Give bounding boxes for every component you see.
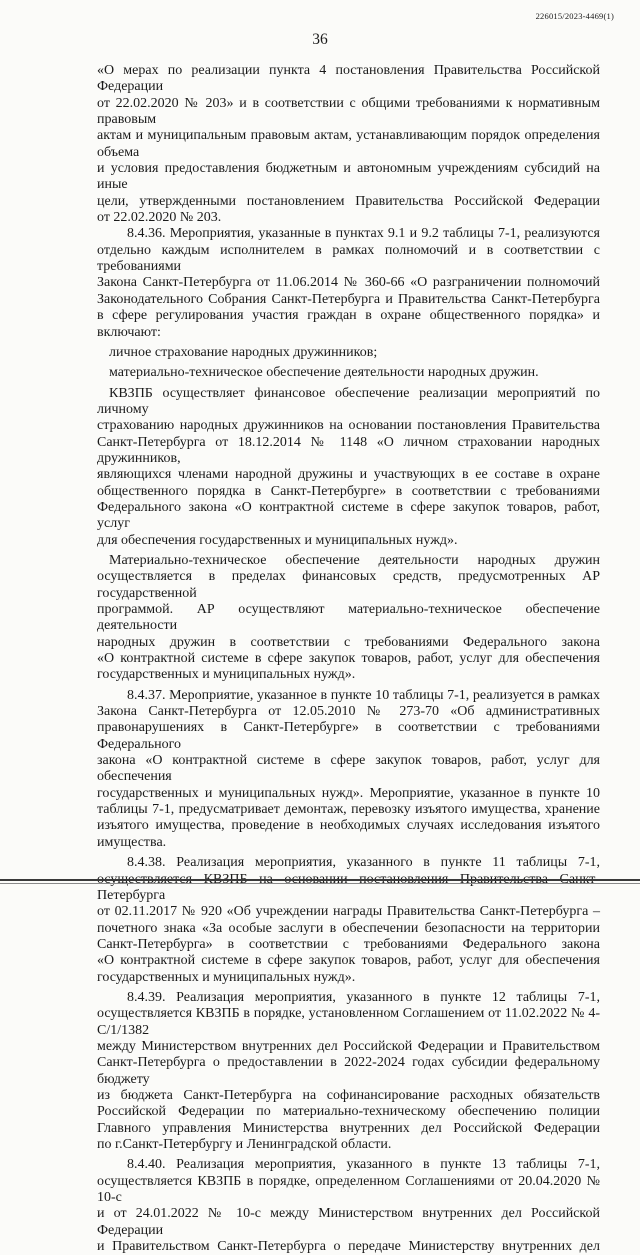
text-line: осуществляется в пределах финансовых средств, предусмотренных АР государственной [97, 569, 600, 601]
text-line: «О контрактной системе в сфере закупок товаров, работ, услуг для обеспечения [97, 651, 600, 667]
text-line: «О мерах по реализации пункта 4 постановления Правительства Российской Федерации [97, 63, 600, 95]
text-line: таблицы 7-1, предусматривает демонтаж, перевозку изъятого имущества, хранение [97, 802, 600, 818]
scan-edge-line [0, 879, 640, 881]
text-line: отдельно каждым исполнителем в рамках полномочий и в соответствии с требованиями [97, 242, 600, 275]
text-line: осуществляется КВЗПБ в порядке, определенном Соглашениями от 20.04.2020 № 10-с [97, 1173, 600, 1206]
text-line: Законодательного Собрания Санкт-Петербурга и Правительства Санкт-Петербурга [97, 291, 600, 307]
document-registration-number: 226015/2023-4469(1) [535, 11, 614, 21]
text-line: общественного порядка в Санкт-Петербурге» в соответствии с требованиями [97, 483, 600, 499]
text-line: и от 24.01.2022 № 10-с между Министерством внутренних дел Российской Федерации [97, 1206, 600, 1238]
text-line: Главного управления Министерства внутренних дел Российской Федерации [97, 1120, 600, 1136]
list-item: материально-техническое обеспечение деятельности народных дружин. [109, 365, 539, 381]
text-line: страхованию народных дружинников на основании постановления Правительства [97, 418, 600, 434]
text-line: почетного знака «За особые заслуги в обеспечении безопасности на территории [97, 920, 600, 936]
text-line: Санкт-Петербурга» в соответствии с требованиями Федерального закона [97, 936, 600, 952]
text-line: осуществляется КВЗПБ в порядке, установленном Соглашением от 11.02.2022 № 4-С/1/1382 [97, 1006, 600, 1038]
text-line: государственных и муниципальных нужд». [97, 667, 356, 683]
text-line: от 22.02.2020 № 203» и в соответствии с общими требованиями к нормативным правовым [97, 95, 600, 128]
text-line: Федерального закона «О контрактной системе в сфере закупок товаров, работ, услуг [97, 499, 600, 532]
text-line: в сфере регулирования участия граждан в охране общественного порядка» и включают: [97, 308, 600, 340]
text-line: и условия предоставления бюджетным и автономным учреждениям субсидий на иные [97, 161, 600, 193]
text-line: цели, утвержденными постановлением Правительства Российской Федерации [97, 193, 600, 209]
text-line: от 22.02.2020 № 203. [97, 210, 222, 226]
text-line: по г.Санкт-Петербургу и Ленинградской области. [97, 1137, 392, 1152]
paragraph-8-4-37-start: 8.4.37. Мероприятие, указанное в пункте 10 таблицы 7-1, реализуется в рамках [127, 687, 600, 703]
text-line: программой. АР осуществляют материально-техническое обеспечение деятельности [97, 602, 600, 634]
text-line: государственных и муниципальных нужд». Мероприятие, указанное в пункте 10 [97, 785, 600, 801]
document-body [97, 63, 600, 1255]
text-line: правонарушениях в Санкт-Петербурге» в соответствии с требованиями Федерального [97, 720, 600, 752]
list-item: личное страхование народных дружинников; [109, 344, 378, 360]
text-line: Петербурга [97, 887, 166, 903]
text-line: Санкт-Петербурга от 18.12.2014 № 1148 «О личном страховании народных дружинников, [97, 434, 600, 466]
text-line: из бюджета Санкт-Петербурга на софинансирование расходных обязательств [97, 1087, 600, 1103]
paragraph-8-4-39-start: 8.4.39. Реализация мероприятия, указанного в пункте 12 таблицы 7-1, [127, 989, 600, 1005]
text-line: для обеспечения государственных и муниципальных нужд». [97, 532, 458, 548]
text-line: и Правительством Санкт-Петербурга о передаче Министерству внутренних дел [97, 1239, 600, 1255]
text-line: Закона Санкт-Петербурга от 12.05.2010 № 273-70 «Об административных [97, 704, 600, 720]
text-line: Материально-техническое обеспечение деятельности народных дружин [109, 552, 600, 568]
text-line: имущества. [97, 834, 167, 850]
text-line: Санкт-Петербурга о предоставлении в 2022-2024 годах субсидии федеральному бюджету [97, 1055, 600, 1087]
text-line: Закона Санкт-Петербурга от 11.06.2014 № 360-66 «О разграничении полномочий [97, 275, 600, 291]
text-line: изъятого имущества, проведение в необходимых случаях исследования изъятого [97, 818, 600, 834]
text-line: КВЗПБ осуществляет финансовое обеспечение реализации мероприятий по личному [97, 385, 600, 417]
text-line: «О контрактной системе в сфере закупок товаров, работ, услуг для обеспечения [97, 953, 600, 969]
paragraph-8-4-38-start: 8.4.38. Реализация мероприятия, указанного в пункте 11 таблицы 7-1, [127, 855, 600, 871]
scan-edge-line [0, 883, 640, 884]
text-line: Российской Федерации по материально-техническому обеспечению полиции [97, 1104, 600, 1120]
text-line: от 02.11.2017 № 920 «Об учреждении награды Правительства Санкт-Петербурга – [97, 904, 600, 920]
page-number: 36 [312, 31, 328, 48]
text-line: закона «О контрактной системе в сфере закупок товаров, работ, услуг для обеспечения [97, 753, 600, 785]
paragraph-8-4-36-start: 8.4.36. Мероприятия, указанные в пунктах 9.1 и 9.2 таблицы 7-1, реализуются [127, 226, 600, 242]
paragraph-8-4-40-start: 8.4.40. Реализация мероприятия, указанного в пункте 13 таблицы 7-1, [127, 1157, 600, 1173]
text-line: народных дружин в соответствии с требованиями Федерального закона [97, 634, 600, 650]
text-line: между Министерством внутренних дел Российской Федерации и Правительством [97, 1038, 600, 1054]
text-line: являющихся членами народной дружины и участвующих в ее составе в охране [97, 467, 600, 483]
text-line: государственных и муниципальных нужд». [97, 969, 356, 985]
text-line: актам и муниципальным правовым актам, устанавливающим порядок определения объема [97, 128, 600, 160]
